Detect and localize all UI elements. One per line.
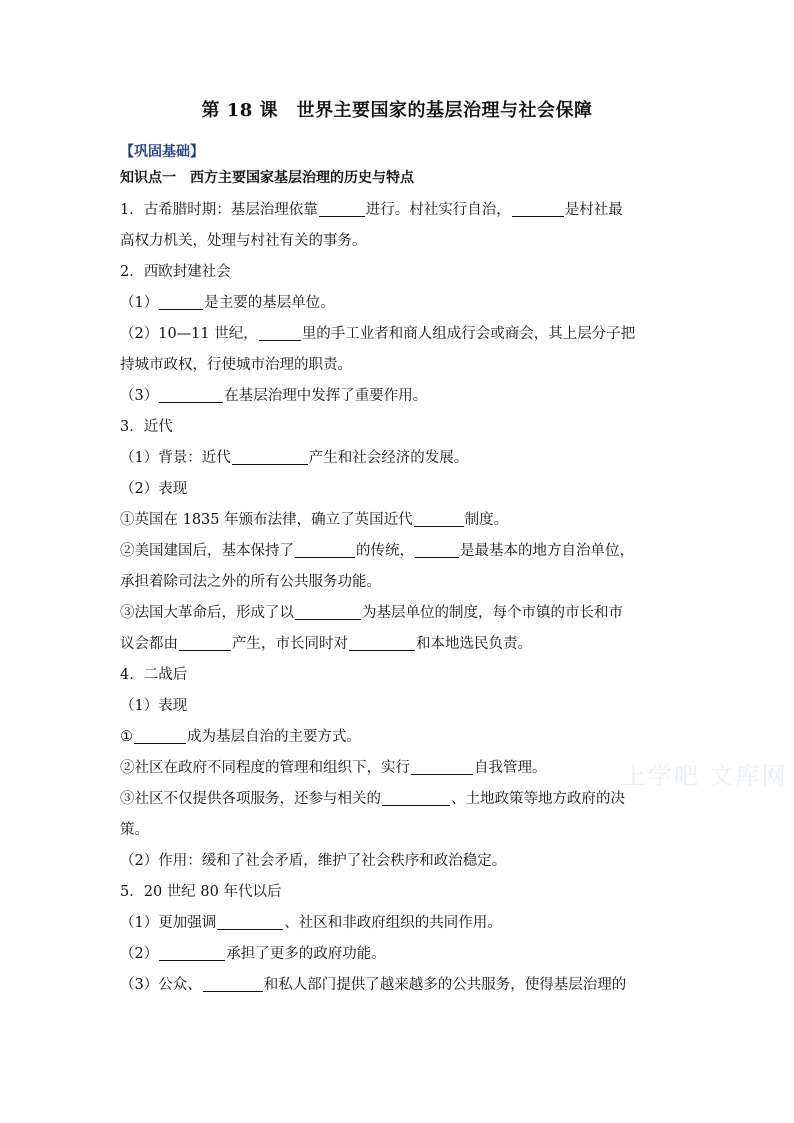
fill-in-blank[interactable] xyxy=(414,510,464,527)
line-text: 里的手工业者和商人组成行会或商会，其上层分子把 xyxy=(301,326,636,342)
line-text: ① xyxy=(120,729,133,745)
line-text: 的传统， xyxy=(356,543,414,559)
line-text: （2）作用：缓和了社会矛盾，维护了社会秩序和政治稳定。 xyxy=(120,853,507,869)
line-text: 3．近代 xyxy=(120,419,173,435)
fill-in-blank[interactable] xyxy=(217,913,283,930)
text-line xyxy=(120,536,678,567)
line-text: （1）背景：近代 xyxy=(120,450,231,466)
line-text: ②美国建国后，基本保持了 xyxy=(120,543,294,559)
line-text: （1） xyxy=(120,295,159,311)
knowledge-point-heading: 知识点一 西方主要国家基层治理的历史与特点 xyxy=(120,170,414,186)
fill-in-blank[interactable] xyxy=(179,634,231,651)
text-line xyxy=(120,443,678,474)
text-line xyxy=(120,505,678,536)
text-line xyxy=(120,753,678,784)
line-text: 产生，市长同时对 xyxy=(232,636,348,652)
text-line xyxy=(120,939,678,970)
line-text: ①英国在 1835 年颁布法律，确立了英国近代 xyxy=(120,512,413,528)
line-text: 为基层单位的制度，每个市镇的市长和市 xyxy=(362,605,623,621)
fill-in-blank[interactable] xyxy=(134,727,186,744)
line-text: 进行。村社实行自治， xyxy=(365,202,511,218)
watermark: 上学吧 文库网 xyxy=(622,762,788,790)
question-lines xyxy=(120,195,678,1001)
fill-in-blank[interactable] xyxy=(159,386,223,403)
text-line xyxy=(120,319,678,350)
line-text: （2）10—11 世纪， xyxy=(120,326,258,342)
line-text: （1）表现 xyxy=(120,698,188,714)
line-text: 制度。 xyxy=(464,512,509,528)
line-text: 议会都由 xyxy=(120,636,178,652)
line-text: 承担了更多的政府功能。 xyxy=(226,946,386,962)
text-line xyxy=(120,381,678,412)
text-line xyxy=(120,257,678,288)
text-line xyxy=(120,195,678,226)
text-line xyxy=(120,877,678,908)
text-line xyxy=(120,412,678,443)
line-text: 4．二战后 xyxy=(120,667,188,683)
line-text: 5．20 世纪 80 年代以后 xyxy=(120,884,282,900)
text-line xyxy=(120,846,678,877)
line-text: 持城市政权，行使城市治理的职责。 xyxy=(120,357,352,373)
fill-in-blank[interactable] xyxy=(512,200,564,217)
page-title: 第 18 课 世界主要国家的基层治理与社会保障 xyxy=(201,100,593,121)
text-line xyxy=(120,629,678,660)
section-label: 【巩固基础】 xyxy=(120,144,204,160)
fill-in-blank[interactable] xyxy=(159,293,203,310)
line-text: 是最基本的地方自治单位， xyxy=(460,543,634,559)
text-line xyxy=(120,691,678,722)
fill-in-blank[interactable] xyxy=(159,944,225,961)
line-text: ②社区在政府不同程度的管理和组织下，实行 xyxy=(120,760,410,776)
line-text: 是主要的基层单位。 xyxy=(204,295,335,311)
line-text: 和本地选民负责。 xyxy=(416,636,532,652)
text-line xyxy=(120,474,678,505)
line-text: 2．西欧封建社会 xyxy=(120,264,231,280)
fill-in-blank[interactable] xyxy=(319,200,365,217)
line-text: （1）更加强调 xyxy=(120,915,217,931)
line-text: （2）表现 xyxy=(120,481,188,497)
line-text: ③社区不仅提供各项服务，还参与相关的 xyxy=(120,791,381,807)
text-line xyxy=(120,567,678,598)
fill-in-blank[interactable] xyxy=(382,789,450,806)
text-line xyxy=(120,722,678,753)
fill-in-blank[interactable] xyxy=(232,448,308,465)
fill-in-blank[interactable] xyxy=(349,634,415,651)
text-line xyxy=(120,970,678,1001)
text-line xyxy=(120,350,678,381)
line-text: 和私人部门提供了越来越多的公共服务，使得基层治理的 xyxy=(263,977,627,993)
line-text: 承担着除司法之外的所有公共服务功能。 xyxy=(120,574,381,590)
text-line xyxy=(120,598,678,629)
fill-in-blank[interactable] xyxy=(203,975,263,992)
line-text: （2） xyxy=(120,946,159,962)
line-text: 、社区和非政府组织的共同作用。 xyxy=(284,915,502,931)
text-line xyxy=(120,226,678,257)
text-line xyxy=(120,908,678,939)
line-text: 1．古希腊时期：基层治理依靠 xyxy=(120,202,318,218)
text-line xyxy=(120,288,678,319)
line-text: （3） xyxy=(120,388,159,404)
line-text: 策。 xyxy=(120,822,149,838)
line-text: 自我管理。 xyxy=(474,760,547,776)
text-line xyxy=(120,660,678,691)
line-text: 是村社最 xyxy=(564,202,623,218)
fill-in-blank[interactable] xyxy=(259,324,301,341)
text-line xyxy=(120,815,678,846)
line-text: 产生和社会经济的发展。 xyxy=(308,450,469,466)
fill-in-blank[interactable] xyxy=(411,758,473,775)
fill-in-blank[interactable] xyxy=(415,541,459,558)
line-text: 成为基层自治的主要方式。 xyxy=(187,729,361,745)
line-text: ③法国大革命后，形成了以 xyxy=(120,605,294,621)
line-text: 、土地政策等地方政府的决 xyxy=(451,791,625,807)
line-text: （3）公众、 xyxy=(120,977,202,993)
text-line xyxy=(120,784,678,815)
line-text: 在基层治理中发挥了重要作用。 xyxy=(224,388,428,404)
fill-in-blank[interactable] xyxy=(295,541,355,558)
fill-in-blank[interactable] xyxy=(295,603,361,620)
line-text: 高权力机关，处理与村社有关的事务。 xyxy=(120,233,367,249)
